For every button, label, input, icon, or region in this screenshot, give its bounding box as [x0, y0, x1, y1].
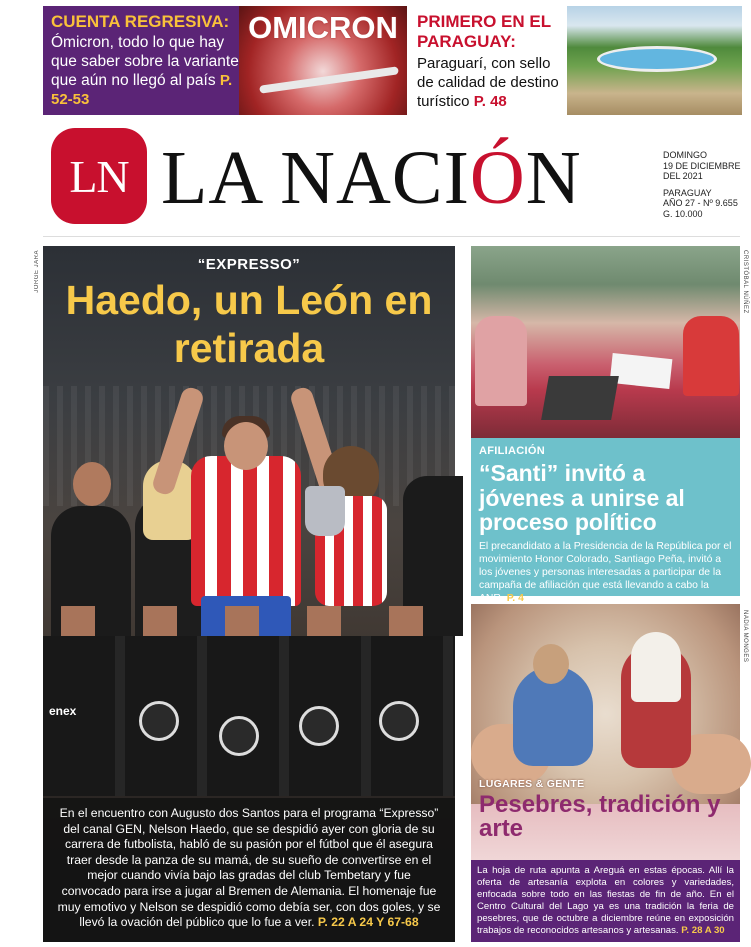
afiliacion-story[interactable]: [471, 246, 740, 604]
paraguari-resort-image: [567, 6, 742, 115]
pesebres-headline[interactable]: Pesebres, tradición y arte: [479, 791, 721, 842]
edition-day: DOMINGO: [663, 150, 707, 160]
omicron-virus-image: [239, 6, 407, 115]
newspaper-title: [161, 138, 582, 218]
main-kicker: “EXPRESSO”: [197, 256, 301, 273]
club-crest-icon: [299, 706, 339, 746]
main-photo-credit: JORGE JARA: [34, 250, 40, 293]
promo-paraguari-body-text: Paraguarí, con sello de calidad de destino turístico: [417, 55, 559, 110]
edition-date-2: DEL 2021: [663, 171, 703, 181]
pesebres-photo: [471, 604, 740, 804]
afiliacion-headline[interactable]: “Santi” invitó a jóvenes a unirse al proceso político: [479, 460, 685, 535]
main-caption: [43, 798, 455, 942]
figurine-blue-head: [533, 644, 569, 684]
laptop-icon: [541, 376, 619, 420]
afiliacion-body: [479, 540, 732, 605]
edition-issue: AÑO 27 - Nº 9.655: [663, 198, 738, 208]
edition-info: [663, 150, 741, 219]
r1-photo-credit: CRISTÓBAL NÚÑEZ: [742, 250, 748, 314]
edition-price: G. 10.000: [663, 208, 703, 219]
main-story[interactable]: [43, 246, 455, 942]
pesebres-body: [471, 860, 740, 942]
masthead-divider: [43, 236, 740, 237]
club-crest-icon: [219, 716, 259, 756]
documents-shape: [610, 353, 673, 389]
pesebres-story[interactable]: [471, 604, 740, 942]
promo-omicron-page: P. 52-53: [51, 72, 233, 108]
title-part2: N: [525, 136, 582, 220]
figurine-red-veil: [631, 632, 681, 702]
promo-banner: [43, 6, 740, 115]
club-crest-icon: [139, 701, 179, 741]
haedo-head: [224, 422, 268, 470]
sponsor-logo: enex: [49, 704, 77, 718]
pesebres-page[interactable]: P. 28 A 30: [681, 925, 725, 936]
pesebres-kicker: LUGARES & GENTE: [479, 778, 585, 790]
ln-logo-icon[interactable]: [51, 128, 147, 224]
haedo-jersey: [191, 456, 301, 606]
promo-paraguari[interactable]: [407, 6, 740, 115]
player-left-head: [73, 462, 111, 506]
pesebres-heading: [471, 778, 740, 841]
omicron-image-word: OMICRON: [248, 10, 398, 45]
r2-photo-credit: NADIA MONGES: [742, 610, 748, 663]
ln-logo-letters: LN: [69, 150, 129, 202]
club-crest-icon: [379, 701, 419, 741]
promo-paraguari-page: P. 48: [473, 93, 507, 110]
promo-paraguari-text: [417, 12, 569, 111]
promo-omicron-body-text: Ómicron, todo lo que hay que saber sobre la variante que aún no llegó al país: [51, 34, 239, 89]
person-pink-shirt: [475, 316, 527, 406]
main-caption-text: En el encuentro con Augusto dos Santos para el programa “Expresso” del canal GEN, Nelson Haedo, que se despidió ayer con gloria de su carrera de futbolista, habló de su pasión por el fútbol que él asegura traer desde la panza de su mamá, de su sueño de convertirse en el mejor cuando vivía bajo las gradas del club Tembetary y fue convocado para irse a jugar al Bremen de Alemania. El homenaje fue muy emotivo y Nelson se despidió como debía ser, con dos goles, y se llevó la ovación del público que lo fue a ver.: [57, 806, 441, 930]
trophy-icon: [305, 486, 345, 536]
main-caption-page[interactable]: P. 22 A 24 Y 67-68: [317, 915, 419, 930]
edition-date-1: 19 DE DICIEMBRE: [663, 160, 741, 171]
edition-country: PARAGUAY: [663, 187, 712, 198]
promo-paraguari-body: [417, 54, 569, 111]
promo-omicron[interactable]: [43, 6, 407, 115]
promo-omicron-kicker: CUENTA REGRESIVA:: [51, 12, 230, 31]
afiliacion-kicker: AFILIACIÓN: [479, 445, 545, 457]
afiliacion-photo: [471, 246, 740, 438]
promo-omicron-text: [51, 12, 249, 109]
promo-omicron-body: [51, 33, 249, 109]
person-red-shirt: [683, 316, 739, 396]
masthead: [43, 124, 740, 229]
pool-shape: [597, 46, 717, 72]
title-accent: Ó: [469, 136, 526, 220]
title-part1: LA NACI: [161, 136, 470, 220]
pesebres-body-text: La hoja de ruta apunta a Areguá en estas épocas. Allí la oferta de artesanía explota en colores y variedades, enfocada sobre todo en las fiestas de fin de año. En el Centro Cultural del Lago ya es una tradición la feria de pesebres, que de octubre a diciembre reúne en exposición trabajos de reconocidos artesanos y artesanas.: [477, 865, 734, 936]
afiliacion-text: [471, 438, 740, 604]
promo-paraguari-kicker: PRIMERO EN EL PARAGUAY:: [417, 12, 551, 51]
main-headline[interactable]: Haedo, un León en retirada: [65, 277, 433, 371]
afiliacion-page[interactable]: P. 4: [506, 592, 524, 604]
syringe-icon: [259, 66, 399, 93]
afiliacion-body-text: El precandidato a la Presidencia de la República por el movimiento Honor Colorado, Santiago Peña, invitó a los jóvenes y personas interesadas a participar de la campaña de afiliación que está llevando a cabo la ANR.: [479, 540, 732, 604]
